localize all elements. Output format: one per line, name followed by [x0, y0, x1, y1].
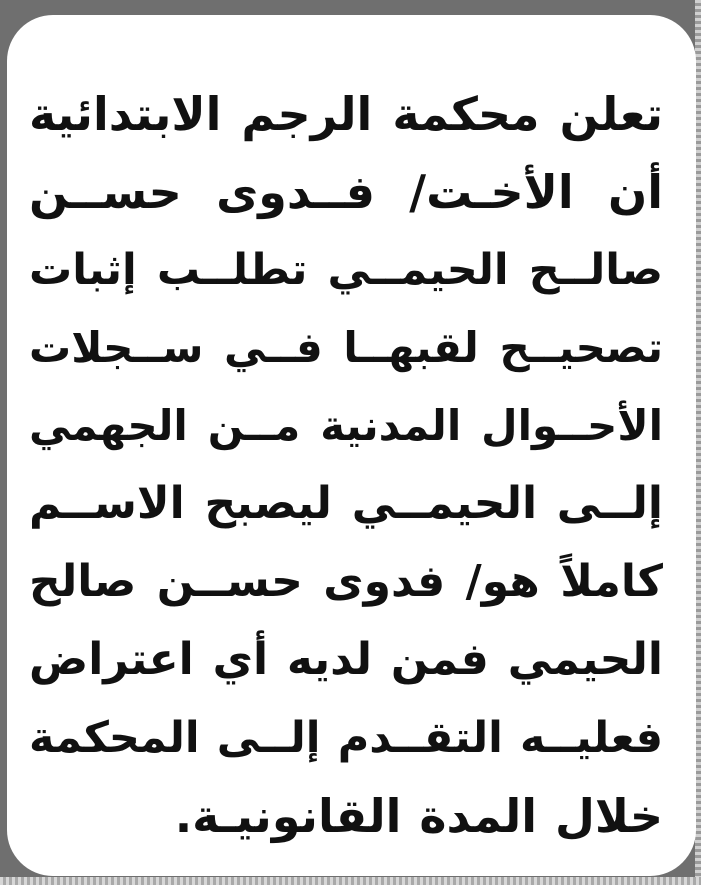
notice-line-2: أن الأخـت/ فــدوى حســن: [29, 165, 663, 219]
notice-line-9: فعليــه التقــدم إلــى المحكمة: [29, 713, 663, 763]
notice-card: [7, 15, 696, 876]
notice-text: [29, 75, 663, 855]
notice-line-6: إلــى الحيمــي ليصبح الاســم: [29, 478, 663, 529]
notice-line-7: كاملاً هو/ فدوى حســن صالح: [29, 556, 663, 607]
bottom-edge-strip: [0, 877, 701, 885]
notice-line-3: صالــح الحيمــي تطلــب إثبات: [29, 245, 663, 295]
notice-line-5: الأحــوال المدنية مــن الجهمي: [29, 401, 663, 450]
notice-line-10: خلال المدة القانونيـة.: [174, 789, 663, 843]
notice-line-1: تعلن محكمة الرجم الابتدائية: [29, 87, 663, 141]
notice-line-4: تصحيــح لقبهــا فــي ســجلات: [29, 323, 663, 372]
notice-line-8: الحيمي فمن لديه أي اعتراض: [29, 634, 663, 685]
